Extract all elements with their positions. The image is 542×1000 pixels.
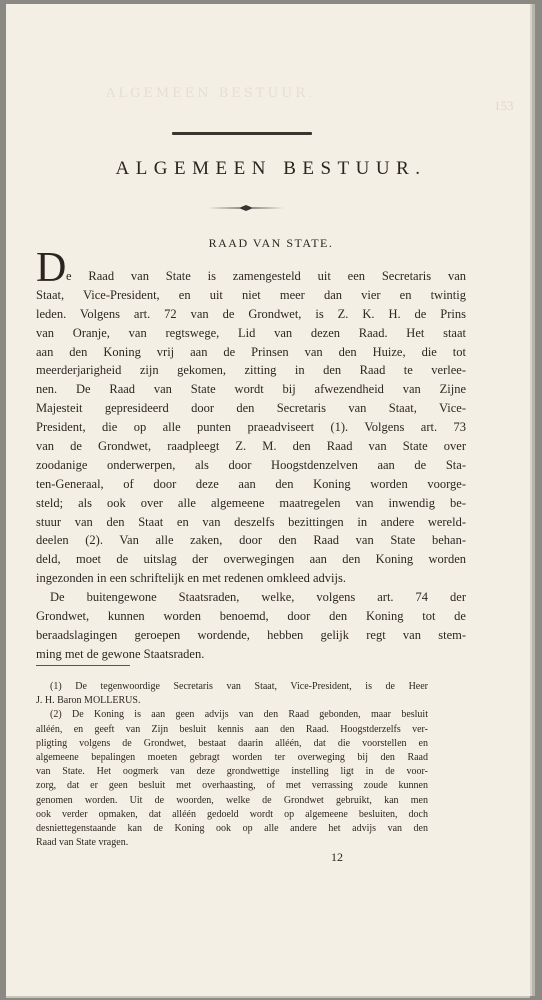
text-line: ingezonden in een schriftelijk en met redenen omkleed advijs. (36, 571, 346, 586)
footnotes (36, 680, 428, 850)
text-line: Staat, Vice-President, en uit niet meer dan vier en twintig (36, 287, 466, 302)
drop-cap-lines (36, 267, 466, 305)
text-line: ten-Generaal, of door deze aan den Koning worden voorge- (36, 476, 466, 491)
footnote-line: pligting volgens de Grondwet, bestaat daarin alléén, dat die voorstellen en (36, 737, 428, 749)
text-line: zoodanige onderwerpen, als door Hoogstdenzelven aan de Sta- (36, 457, 466, 472)
text-line: deelen (2). Van alle zaken, door den Raad van State behan- (36, 533, 466, 548)
text-line: stuur van den Staat en van deszelfs bezittingen in andere wereld- (36, 514, 466, 529)
footnote-line: van State. Het oogmerk van deze grondwettige instelling ligt in de voor- (36, 766, 428, 778)
footnote-line: desniettegenstaande kan de Koning ook op alle andere het advijs van den (36, 822, 428, 834)
flourish-ornament-icon (206, 204, 286, 212)
text-line: deld, moet de uitslag der overwegingen aan den Koning worden (36, 552, 466, 567)
text-line: nen. De Raad van State wordt bij afwezendheid van Zijne (36, 382, 466, 397)
text-line: President, die op alle punten praeadviseert (1). Volgens art. 73 (36, 420, 466, 435)
text-line: ming met de gewone Staatsraden. (36, 646, 205, 661)
signature-mark: 12 (331, 850, 343, 864)
footnote-line: genomen worden. Uit de woorden, welke de Grondwet gebruikt, kan men (36, 794, 428, 806)
footnote-line: Raad van State vragen. (36, 837, 129, 849)
footnote-line: algemeene bepalingen moeten gebragt worden ter overweging bij den Raad (36, 751, 428, 763)
bleed-through-text: ALGEMEEN BESTUUR. (106, 86, 316, 101)
bleed-through-page-number: 153 (494, 98, 514, 113)
book-page (6, 4, 530, 996)
text-line: e Raad van State is zamengesteld uit een Secretaris van (66, 269, 466, 283)
text-line: aan den Koning vrij aan de Prinsen van den Huize, die tot (36, 344, 466, 359)
text-line: steld; als ook over alle algemeene maatregelen van inwendig be- (36, 495, 466, 510)
main-text (36, 267, 466, 664)
footnote-line: (2) De Koning is aan geen advijs van den Raad gebonden, maar besluit (50, 709, 428, 721)
footnote-line: J. H. Baron MOLLERUS. (36, 695, 141, 707)
footnote-line: ook verder opmaken, dat alléén gedoeld wordt op algemeene besluiten, doch (36, 808, 428, 820)
text-line: van Oranje, van regtswege, Lid van dezen Raad. Het staat (36, 325, 466, 340)
text-line: leden. Volgens art. 72 van de Grondwet, is Z. K. H. de Prins (36, 306, 466, 321)
footnote-line: (1) De tegenwoordige Secretaris van Staat, Vice-President, is de Heer (50, 681, 428, 692)
text-line: van de Grondwet, raadpleegt Z. M. den Raad van State over (36, 439, 466, 454)
footnote-line: zorg, dat er geen besluit met overhaasting, of met verrassing zoude kunnen (36, 780, 428, 792)
footnote-rule (36, 665, 130, 666)
header-ornament-rule (172, 132, 312, 135)
text-line: meerderjarigheid zijn gekomen, zitting in den Raad te verlee- (36, 363, 466, 378)
footnote-line: alléén, en geeft van Zijn besluit kennis aan den Raad. Hoogstderzelfs ver- (36, 723, 428, 735)
text-line: Majesteit gepresideerd door den Secretaris van Staat, Vice- (36, 401, 466, 416)
text-line: Grondwet, kunnen worden benoemd, door den Koning tot de (36, 609, 466, 624)
text-line: De buitengewone Staatsraden, welke, volgens art. 74 der (50, 590, 466, 605)
drop-cap: D (36, 245, 67, 291)
text-line: beraadslagingen geroepen wordende, hebben gelijk regt van stem- (36, 627, 466, 642)
page-title: ALGEMEEN BESTUUR. (115, 158, 427, 179)
section-heading: RAAD VAN STATE. (208, 236, 334, 250)
